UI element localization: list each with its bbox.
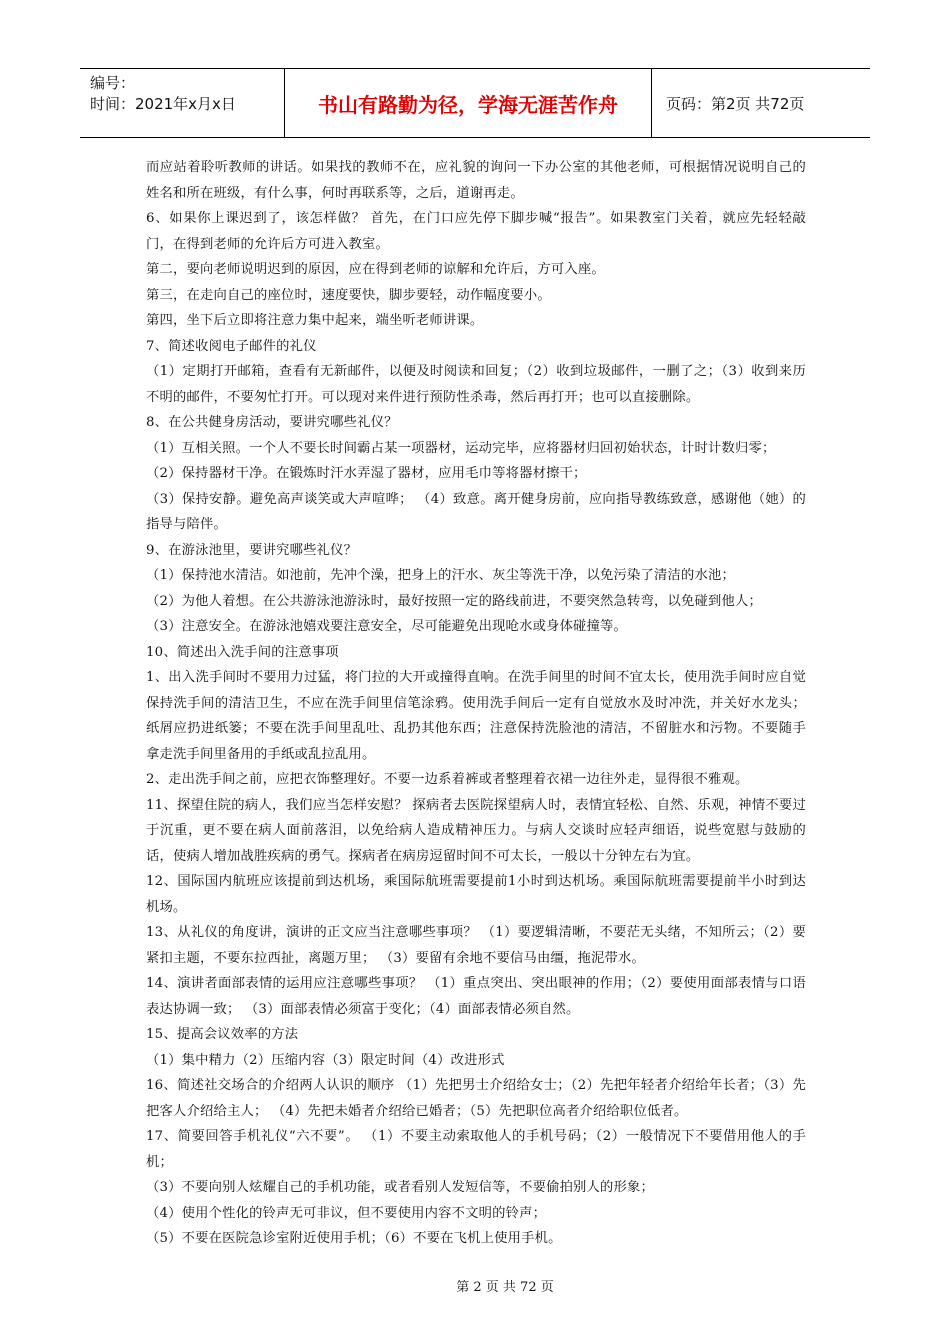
section-heading: 9、在游泳池里，要讲究哪些礼仪？ — [146, 542, 358, 558]
paragraph: （1）互相关照。一个人不要长时间霸占某一项器材，运动完毕，应将器材归回初始状态，计时计数归零； — [146, 440, 776, 456]
paragraph: （5）不要在医院急诊室附近使用手机；（6）不要在飞机上使用手机。 — [146, 1231, 562, 1246]
paragraph: 第四，坐下后立即将注意力集中起来，端坐听老师讲课。 — [146, 313, 484, 328]
paragraph: 17、简要回答手机礼仪“六不要”。 （1）不要主动索取他人的手机号码；（2）一般情况下不要借用他人的手机； — [146, 1129, 806, 1170]
page-footer: 第 2 页 共 72 页 — [456, 1280, 554, 1295]
section-heading: 15、提高会议效率的方法 — [146, 1027, 299, 1042]
paragraph: （4）使用个性化的铃声无可非议，但不要使用内容不文明的铃声； — [146, 1205, 547, 1221]
paragraph: （1）保持池水清洁。如池前，先冲个澡，把身上的汗水、灰尘等洗干净，以免污染了清洁的水池； — [146, 568, 736, 583]
paragraph: 2、走出洗手间之前，应把衣饰整理好。不要一边系着裤或者整理着衣裙一边往外走，显得很不雅观。 — [146, 772, 749, 787]
paragraph: 13、从礼仪的角度讲，演讲的正文应当注意哪些事项？ （1）要逻辑清晰，不要茫无头绪，不知所云；（2）要紧扣主题，不要东拉西扯，离题万里； （3）要留有余地不要信马由缰，拖泥带水。 — [146, 925, 806, 966]
section-heading: 8、在公共健身房活动，要讲究哪些礼仪？ — [146, 415, 398, 430]
header-motto: 书山有路勤为径，学海无涯苦作舟 — [285, 69, 652, 137]
document-number: 编号： — [90, 74, 136, 92]
document-date: 时间：2021年x月x日 — [90, 95, 236, 113]
paragraph: 第三，在走向自己的座位时，速度要快，脚步要轻，动作幅度要小。 — [146, 287, 551, 303]
paragraph: 11、探望住院的病人，我们应当怎样安慰？ 探病者去医院探望病人时，表情宜轻松、自然、乐观，神情不要过于沉重，更不要在病人面前落泪，以免给病人造成精神压力。与病人交谈时应轻声细语，说些宽慰与鼓励的话，使病人增加战胜疾病的勇气。探病者在病房逗留时间不可太长，一般以十分钟左右为宜。 — [146, 797, 806, 864]
paragraph: 第二，要向老师说明迟到的原因，应在得到老师的谅解和允许后，方可入座。 — [146, 262, 605, 277]
paragraph: （3）不要向别人炫耀自己的手机功能，或者看别人发短信等，不要偷拍别人的形象； — [146, 1180, 655, 1195]
header-page-info: 页码：第2页 共72页 — [666, 94, 805, 113]
paragraph: （2）保持器材干净。在锻炼时汗水弄湿了器材，应用毛巾等将器材擦干； — [146, 466, 587, 481]
paragraph: （1）定期打开邮箱，查看有无新邮件，以便及时阅读和回复；（2）收到垃圾邮件，一删了之；（3）收到来历不明的邮件，不要匆忙打开。可以现对来件进行预防性杀毒，然后再打开；也可以直接删除。 — [146, 364, 806, 405]
paragraph: 1、出入洗手间时不要用力过猛，将门拉的大开或撞得直响。在洗手间里的时间不宜太长，使用洗手间时应自觉保持洗手间的清洁卫生，不应在洗手间里信笔涂鸦。使用洗手间后一定有自觉放水及时冲洗，并关好水龙头；纸屑应扔进纸篓；不要在洗手间里乱吐、乱扔其他东西；注意保持洗脸池的清洁，不留脏水和污物。不要随手拿走洗手间里备用的手纸或乱拉乱用。 — [146, 670, 806, 762]
paragraph: （3）保持安静。避免高声谈笑或大声喧哗； （4）致意。离开健身房前，应向指导教练致意，感谢他（她）的指导与陪伴。 — [146, 491, 806, 532]
header-meta — [80, 69, 285, 137]
section-heading: 10、简述出入洗手间的注意事项 — [146, 644, 339, 660]
section-heading: 7、简述收阅电子邮件的礼仪 — [146, 338, 317, 354]
paragraph: （2）为他人着想。在公共游泳池游泳时，最好按照一定的路线前进，不要突然急转弯，以免碰到他人； — [146, 593, 763, 609]
paragraph: （3）注意安全。在游泳池嬉戏要注意安全，尽可能避免出现呛水或身体碰撞等。 — [146, 619, 628, 634]
paragraph: 14、演讲者面部表情的运用应注意哪些事项？ （1）重点突出、突出眼神的作用；（2）要使用面部表情与口语表达协调一致； （3）面部表情必须富于变化；（4）面部表情必须自然。 — [146, 976, 806, 1017]
paragraph: （1）集中精力（2）压缩内容（3）限定时间（4）改进形式 — [146, 1052, 505, 1068]
page-header — [80, 68, 870, 138]
paragraph: 而应站着聆听教师的讲话。如果找的教师不在，应礼貌的询问一下办公室的其他老师，可根据情况说明自己的姓名和所在班级，有什么事，何时再联系等，之后，道谢再走。 — [146, 160, 806, 201]
paragraph: 12、国际国内航班应该提前到达机场，乘国际航班需要提前1小时到达机场。乘国际航班需要提前半小时到达机场。 — [146, 874, 806, 915]
document-body — [146, 155, 806, 1252]
paragraph: 16、简述社交场合的介绍两人认识的顺序 （1）先把男士介绍给女士；（2）先把年轻者介绍给年长者；（3）先把客人介绍给主人； （4）先把未婚者介绍给已婚者；（5）先把职位高者介绍给职位低者。 — [146, 1078, 806, 1119]
paragraph: 6、如果你上课迟到了，该怎样做？ 首先，在门口应先停下脚步喊“报告”。如果教室门关着，就应先轻轻敲门，在得到老师的允许后方可进入教室。 — [146, 211, 806, 252]
